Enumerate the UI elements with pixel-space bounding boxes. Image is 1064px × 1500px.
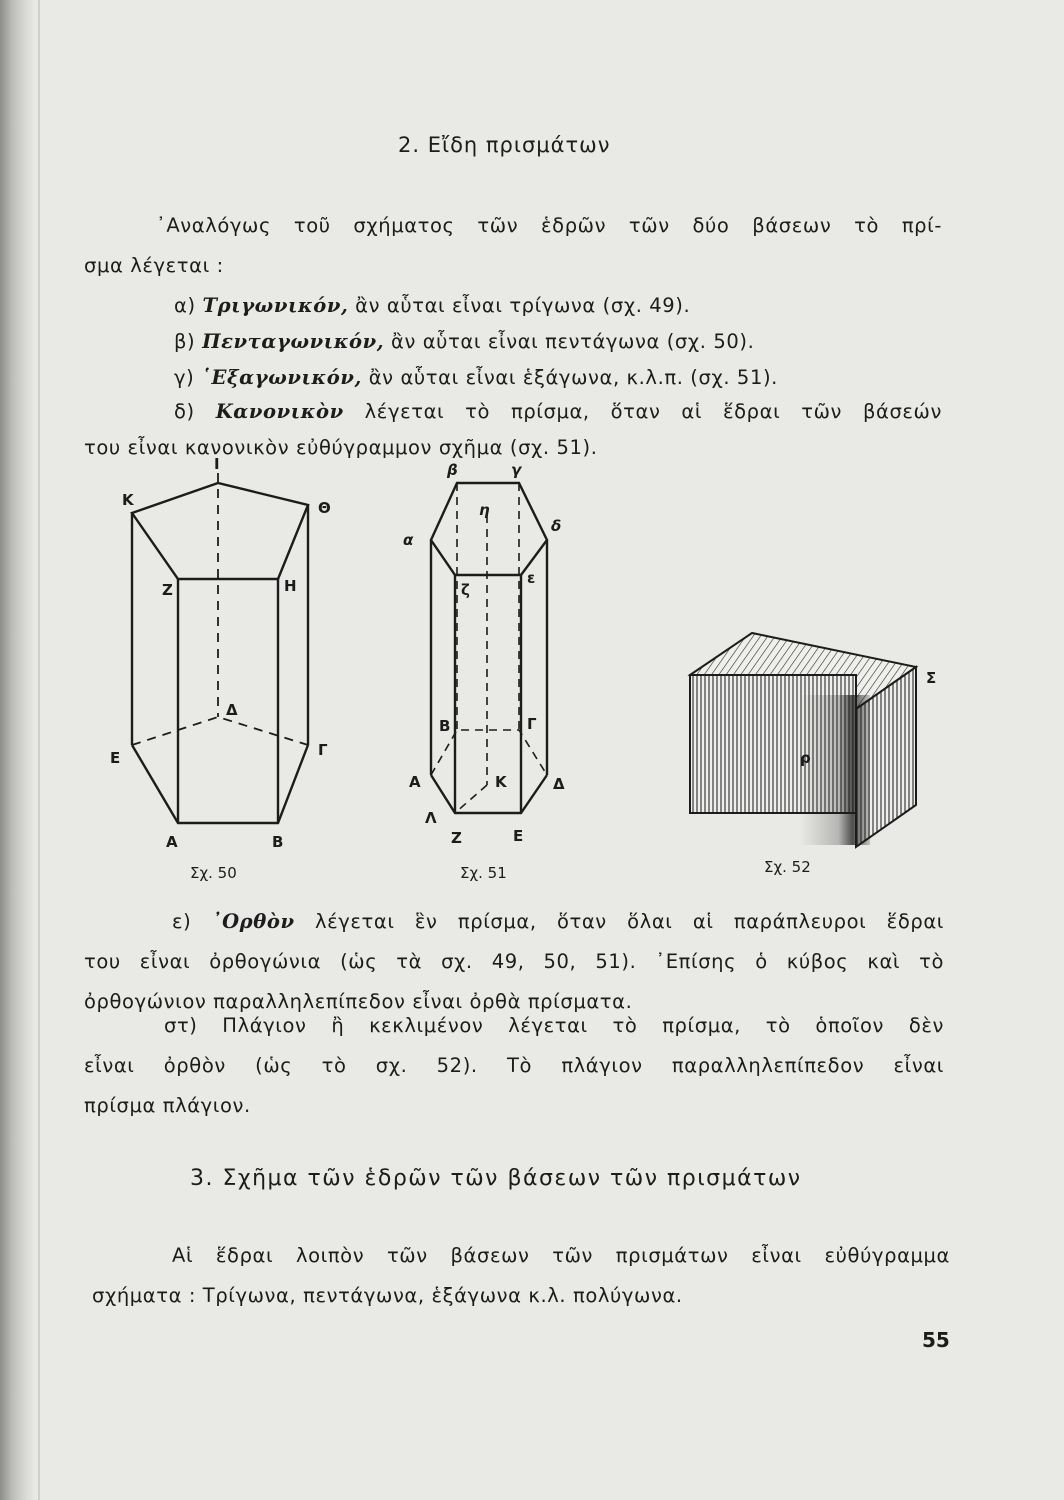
- fig51-label-delta: δ: [551, 517, 562, 535]
- page-number: 55: [922, 1328, 950, 1352]
- fig51-label-Gamma: Γ: [527, 715, 537, 733]
- figure-52-caption: Σχ. 52: [764, 858, 811, 876]
- section-2-title: 2. Εἴδη πρισμάτων: [398, 133, 611, 157]
- fig50-label-Z: Ζ: [162, 581, 173, 599]
- fig51-edges: [431, 483, 547, 813]
- fig51-label-Delta: Δ: [553, 775, 565, 793]
- fig51-label-Z: Ζ: [451, 829, 462, 847]
- epsilon-text: λέγεται ἓν πρίσμα, ὅταν ὅλαι αἱ παράπλευροι ἕδραι: [314, 910, 944, 933]
- fig51-label-alpha: α: [403, 531, 414, 549]
- fig50-label-H: Η: [284, 577, 297, 595]
- figure-50-pentagonal-prism: [100, 455, 360, 855]
- item-delta-marker: δ): [174, 400, 195, 423]
- fig50-label-I: I: [214, 455, 220, 473]
- section-2-body: [84, 206, 942, 468]
- orthogonal-prism-paragraph: [84, 902, 944, 1022]
- item-delta-text: λέγεται τὸ πρίσμα, ὅταν αἱ ἕδραι τῶν βάσεών: [364, 400, 942, 423]
- epsilon-line-3: ὀρθογώνιον παραλληλεπίπεδον εἶναι ὀρθὰ πρίσματα.: [84, 990, 633, 1013]
- item-alpha: [84, 286, 942, 326]
- section-3-body: [92, 1236, 950, 1316]
- section-3-line-1: Αἱ ἕδραι λοιπὸν τῶν βάσεων τῶν πρισμάτων εἶναι εὐθύγραμμα: [172, 1244, 950, 1267]
- fig51-label-zeta: ζ: [461, 581, 470, 599]
- item-delta-continuation: του εἶναι κανονικὸν εὐθύγραμμον σχῆμα (σχ. 51).: [84, 436, 598, 459]
- fig51-label-A: Α: [409, 773, 421, 791]
- section-3-line-2: σχήματα : Τρίγωνα, πεντάγωνα, ἑξάγωνα κ.λ. πολύγωνα.: [92, 1284, 683, 1307]
- fig50-label-Gamma: Γ: [318, 741, 328, 759]
- item-gamma-marker: γ): [174, 366, 195, 389]
- fig51-hidden-edges: [431, 483, 547, 813]
- fig52-label-sigma: Σ: [926, 669, 937, 687]
- fig50-edges: [132, 483, 308, 823]
- item-gamma-term: ῾Εξαγωνικόν,: [201, 366, 362, 389]
- fig52-faces: [690, 633, 916, 847]
- fig52-shadow-band: [800, 695, 870, 845]
- item-beta: [84, 322, 942, 362]
- item-delta-term: Κανονικὸν: [215, 400, 344, 423]
- figure-50-caption: Σχ. 50: [190, 864, 237, 882]
- fig50-label-Theta: Θ: [318, 499, 331, 517]
- st-line-1: στ) Πλάγιον ἢ κεκλιμένον λέγεται τὸ πρίσμα, τὸ ὁποῖον δὲν: [164, 1014, 944, 1037]
- figure-51-hexagonal-prism: [395, 455, 595, 855]
- fig52-label-rho: ρ: [800, 749, 811, 767]
- fig51-label-Lambda: Λ: [425, 809, 437, 827]
- item-beta-marker: β): [174, 330, 196, 353]
- item-beta-term: Πενταγωνικόν,: [202, 330, 385, 353]
- fig51-label-E: Ε: [513, 827, 524, 845]
- fig51-label-K: Κ: [495, 773, 507, 791]
- item-alpha-marker: α): [174, 294, 196, 317]
- intro-line-2: σμα λέγεται :: [84, 254, 224, 277]
- oblique-prism-paragraph: [84, 1006, 944, 1126]
- fig50-label-B: Β: [272, 833, 284, 851]
- fig51-label-B: Β: [439, 717, 451, 735]
- fig51-label-eta: η: [479, 501, 490, 519]
- epsilon-line-2: του εἶναι ὀρθογώνια (ὡς τὰ σχ. 49, 50, 51). ᾿Επίσης ὁ κύβος καὶ τὸ: [84, 950, 944, 973]
- st-line-2: εἶναι ὀρθὸν (ὡς τὸ σχ. 52). Τὸ πλάγιον παραλληλεπίπεδον εἶναι: [84, 1054, 944, 1077]
- section-3-title: 3. Σχῆμα τῶν ἑδρῶν τῶν βάσεων τῶν πρισμάτων: [190, 1166, 802, 1191]
- fig51-label-gamma: γ: [511, 461, 522, 479]
- figure-51-caption: Σχ. 51: [460, 864, 507, 882]
- fig50-label-E: Ε: [110, 749, 121, 767]
- fig50-label-K: Κ: [122, 491, 134, 509]
- st-line-3: πρίσμα πλάγιον.: [84, 1094, 251, 1117]
- fig51-label-epsilon: ε: [527, 569, 536, 587]
- item-alpha-term: Τριγωνικόν,: [202, 294, 349, 317]
- fig50-label-A: Α: [166, 833, 178, 851]
- intro-line-1: ᾿Αναλόγως τοῦ σχήματος τῶν ἑδρῶν τῶν δύο βάσεων τὸ πρί-: [156, 214, 942, 237]
- item-alpha-text: ἂν αὗται εἶναι τρίγωνα (σχ. 49).: [355, 294, 691, 317]
- fig51-label-beta: β: [447, 461, 458, 479]
- epsilon-marker: ε): [172, 910, 192, 933]
- epsilon-term: ᾿Ορθὸν: [211, 910, 295, 933]
- fig50-hidden-edges: [132, 473, 308, 745]
- figure-52-oblique-parallelepiped: [680, 625, 950, 855]
- item-beta-text: ἂν αὗται εἶναι πεντάγωνα (σχ. 50).: [390, 330, 755, 353]
- fig50-label-Delta: Δ: [226, 701, 238, 719]
- item-delta: [84, 392, 942, 432]
- epsilon-line-1: [84, 902, 944, 942]
- item-gamma-text: ἂν αὗται εἶναι ἑξάγωνα, κ.λ.π. (σχ. 51).: [368, 366, 778, 389]
